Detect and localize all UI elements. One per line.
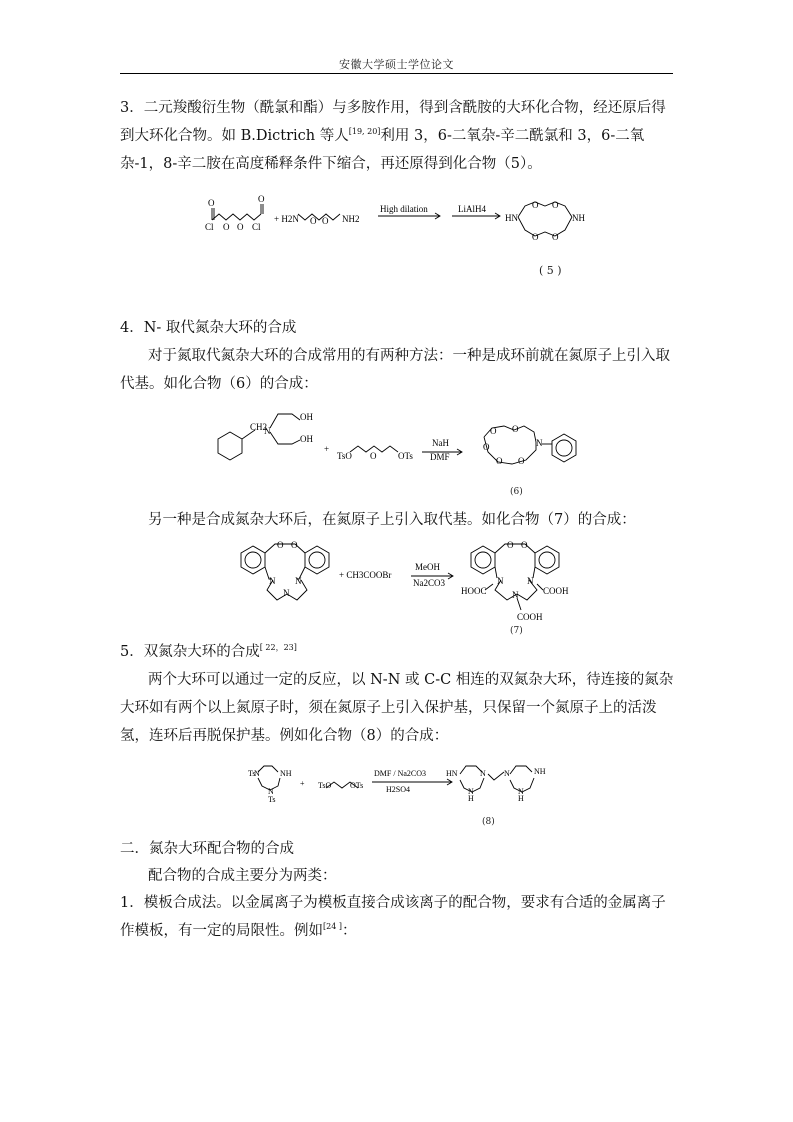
atom-h-1: H (468, 794, 474, 803)
atom-ots-2: OTs (350, 781, 364, 790)
reagent-ch3coobr: + CH3COOBr (339, 570, 392, 580)
atom-o-10: O (552, 232, 559, 242)
atom-n-12: N (468, 787, 474, 796)
atom-n-3: N (269, 576, 276, 586)
plus-sign-6: + (324, 444, 330, 454)
section-5-paragraph-1: 两个大环可以通过一定的反应，以 N-N 或 C-C 相连的双氮杂大环，待连接的氮杂大环如有两个以上氮原子时，须在氮原子上引入保护基，只保留一个氮原子上的活泼氢，连环后再脱保护基。例如化合物（8）的合成： (120, 672, 674, 744)
atom-tso-1: TsO (337, 451, 352, 461)
atom-o-1: O (208, 198, 215, 208)
part-2-intro: 配合物的合成主要分为两类： (148, 868, 337, 884)
atom-h2n: + H2N (274, 214, 299, 224)
atom-hooc: HOOC (461, 586, 487, 596)
atom-o-7: O (532, 200, 539, 210)
atom-hn-2: HN (446, 769, 458, 778)
atom-n-10: N (268, 787, 274, 796)
atom-nh: NH (572, 213, 585, 223)
atom-n-5: N (283, 588, 290, 598)
atom-o-14: O (483, 442, 490, 452)
atom-o-12: O (490, 426, 497, 436)
compound-label-6: (6) (510, 487, 523, 497)
atom-tso-2: TsO (318, 781, 332, 790)
atom-hn: HN (505, 213, 518, 223)
section-4-paragraph-2: 另一种是合成氮杂大环后，在氮原子上引入取代基。如化合物（7）的合成： (148, 512, 636, 528)
atom-o-11: O (370, 451, 377, 461)
section-3-text-a: 3．二元羧酸衍生物（酰氯和酯）与多胺作用，得到含酰胺的大环化合物，经还原后得到大环化合物。如 B.Dictrich 等人 (120, 100, 666, 144)
atom-oh-2: OH (300, 434, 313, 444)
atom-n-1: N (264, 426, 271, 436)
section-5-heading-line (120, 638, 676, 666)
atom-cl-2: Cl (252, 222, 261, 232)
reagent-lialh4: LiAlH4 (458, 204, 486, 214)
plus-sign-8: + (300, 779, 305, 788)
atom-o-3: O (237, 222, 244, 232)
atom-o-20: O (521, 540, 528, 550)
atom-ts-1: Ts (248, 769, 256, 778)
atom-o-18: O (291, 540, 298, 550)
part-2-item-1 (120, 889, 676, 945)
reagent-high-dilation: High dilation (380, 204, 428, 214)
citation-22-23: [ 22，23] (259, 643, 297, 653)
atom-cooh-1: COOH (543, 586, 569, 596)
atom-n-11: N (480, 769, 486, 778)
scheme-8-drawing (240, 758, 570, 808)
atom-o-13: O (512, 424, 519, 434)
reaction-scheme-8 (240, 758, 570, 808)
atom-nh-2: NH (534, 767, 546, 776)
atom-ts-2: Ts (268, 795, 276, 804)
atom-n-6: N (497, 576, 504, 586)
compound-label-7: (7) (510, 626, 523, 636)
atom-o-5: O (310, 216, 317, 226)
atom-o-16: O (518, 456, 525, 466)
atom-o-4: O (258, 194, 265, 204)
scheme-7-drawing (225, 534, 585, 624)
header-rule (120, 73, 673, 74)
atom-cooh-2: COOH (517, 612, 543, 622)
atom-o-15: O (496, 456, 503, 466)
running-header: 安徽大学硕士学位论文 (339, 58, 454, 71)
reagent-nah: NaH (432, 438, 449, 448)
section-4-paragraph-1: 对于氮取代氮杂大环的合成常用的有两种方法：一种是成环前就在氮原子上引入取代基。如化合物（6）的合成： (120, 348, 670, 392)
atom-o-19: O (507, 540, 514, 550)
compound-label-8: (8) (482, 817, 495, 827)
atom-nh-1: NH (280, 769, 292, 778)
section-5-heading: 5．双氮杂大环的合成 (120, 644, 260, 660)
section-3-text-b: 利用 3，6-二氧杂-辛二酰氯和 3，6-二氧杂-1，8-辛二胺在高度稀释条件下缩合，再还原得到化合物（5）。 (120, 128, 645, 172)
atom-n-8: N (512, 590, 519, 600)
atom-ots-1: OTs (398, 451, 413, 461)
atom-ch2: CH2 (250, 422, 268, 432)
part-2-heading: 二．氮杂大环配合物的合成 (120, 841, 294, 857)
reagent-dmf-na2co3: DMF / Na2CO3 (374, 769, 427, 778)
atom-oh-1: OH (300, 412, 313, 422)
scheme-6-drawing (200, 402, 600, 482)
reagent-h2so4: H2SO4 (386, 785, 411, 794)
reagent-na2co3: Na2CO3 (413, 578, 445, 588)
atom-n-14: N (518, 787, 524, 796)
atom-o-8: O (552, 200, 559, 210)
atom-o-9: O (532, 232, 539, 242)
reagent-meoh: MeOH (415, 562, 440, 572)
atom-nh2: NH2 (342, 214, 360, 224)
reaction-scheme-7 (225, 534, 585, 624)
section-3-paragraph (120, 94, 676, 178)
compound-label-5: ( 5 ) (539, 264, 562, 277)
section-4-heading: 4．N- 取代氮杂大环的合成 (120, 320, 297, 336)
atom-n-9: N (254, 769, 260, 778)
citation-19-20: [19, 20] (348, 127, 381, 137)
atom-o-6: O (322, 216, 329, 226)
reaction-scheme-6 (200, 402, 600, 482)
atom-cl-1: Cl (205, 222, 214, 232)
reagent-dmf: DMF (430, 452, 450, 462)
atom-o-2: O (223, 222, 230, 232)
atom-n-2: N (536, 438, 543, 448)
atom-h-2: H (518, 794, 524, 803)
atom-n-7: N (527, 576, 534, 586)
part-2-item-1-text: 1．模板合成法。以金属离子为模板直接合成该离子的配合物，要求有合适的金属离子作模板，有一定的局限性。例如 (120, 895, 666, 939)
atom-n-13: N (504, 769, 510, 778)
atom-o-17: O (277, 540, 284, 550)
atom-n-4: N (295, 576, 302, 586)
citation-24: [24 ] (323, 922, 342, 932)
part-2-item-1-end: ： (341, 923, 357, 939)
